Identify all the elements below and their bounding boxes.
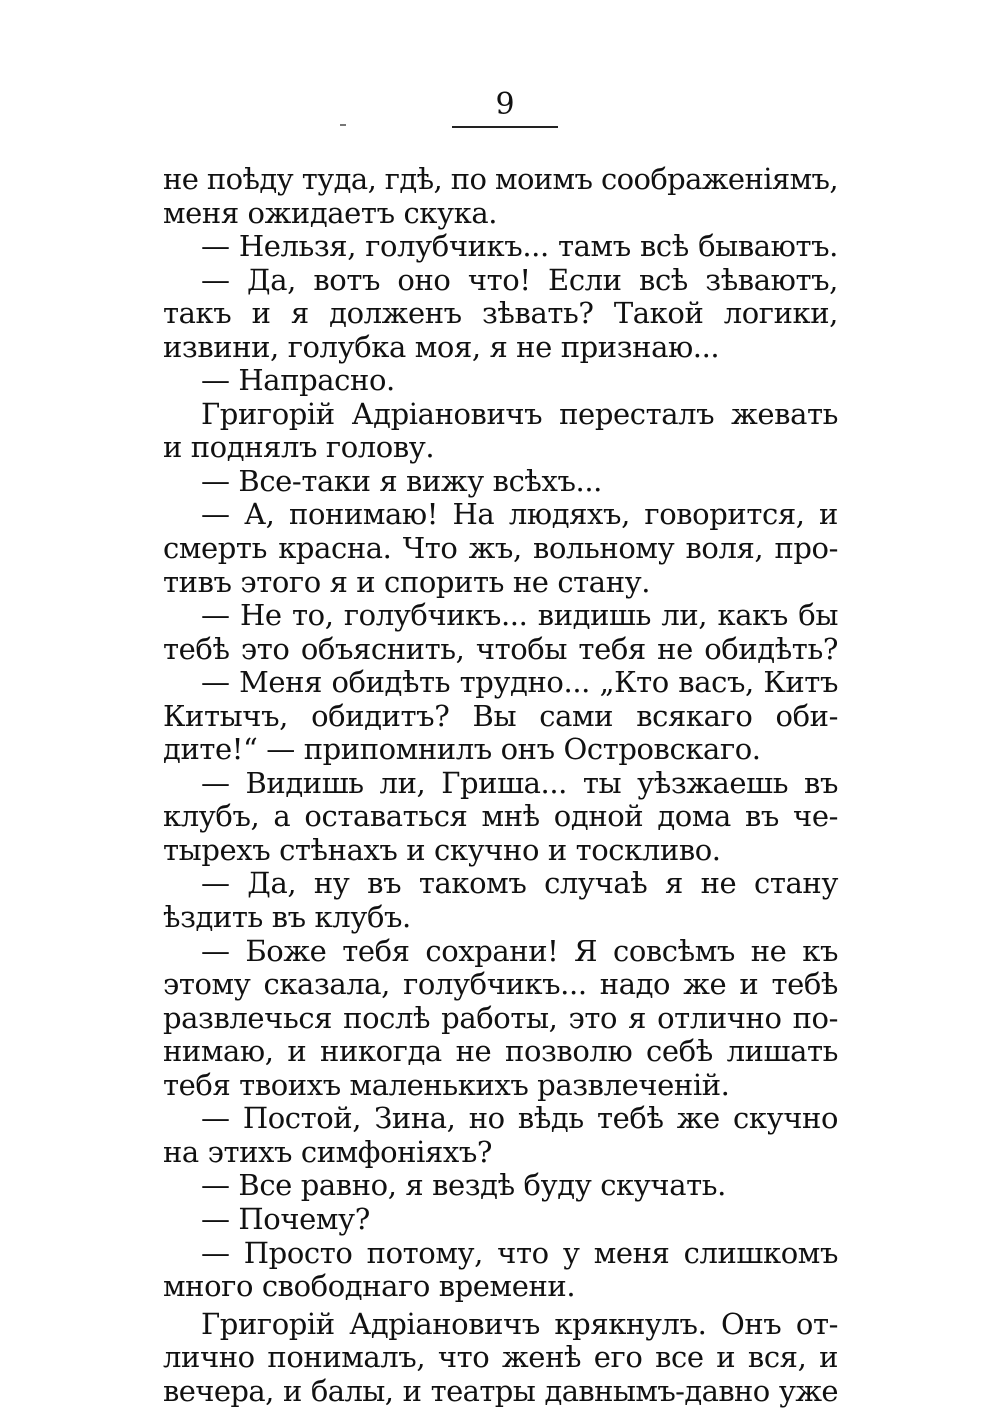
text-line-4: — Да, вотъ оно что! Если всѣ зѣваютъ, [201, 262, 838, 297]
text-line-35: Григорій Адріановичъ крякнулъ. Онъ от- [201, 1306, 838, 1341]
body-text [163, 163, 838, 1408]
text-line-21: тырехъ стѣнахъ и скучно и тоскливо. [163, 832, 721, 867]
text-line-22: — Да, ну въ такомъ случаѣ я не стану [201, 866, 838, 901]
header-rule [452, 126, 558, 128]
text-line-19: — Видишь ли, Гриша... ты уѣзжаешь въ [201, 765, 838, 800]
text-line-1: не поѣду туда, гдѣ, по моимъ соображеніямъ, [163, 162, 839, 196]
text-line-11: — А, понимаю! На людяхъ, говорится, и [201, 497, 838, 532]
text-line-25: этому сказала, голубчикъ... надо же и тебѣ [163, 967, 838, 1002]
text-line-5: такъ и я долженъ зѣвать? Такой логики, [163, 296, 838, 331]
text-line-3: — Нельзя, голубчикъ... тамъ всѣ бываютъ. [201, 229, 838, 264]
text-line-28: тебя твоихъ маленькихъ развлеченій. [163, 1067, 730, 1102]
text-line-34: много свободнаго времени. [163, 1269, 576, 1304]
text-line-24: — Боже тебя сохрани! Я совсѣмъ не къ [201, 933, 838, 968]
text-line-12: смерть красна. Что жъ, вольному воля, про- [163, 531, 838, 566]
text-line-36: лично понималъ, что женѣ его все и вся, и [163, 1340, 838, 1375]
text-line-6: извини, голубка моя, я не признаю... [163, 329, 720, 364]
text-line-17: Китычъ, обидитъ? Вы сами всякаго оби- [163, 698, 838, 733]
text-line-32: — Почему? [201, 1201, 370, 1236]
text-line-20: клубъ, а оставаться мнѣ одной дома въ че- [163, 799, 838, 834]
text-line-13: тивъ этого я и спорить не стану. [163, 564, 651, 599]
text-line-29: — Постой, Зина, но вѣдь тебѣ же скучно [201, 1101, 838, 1136]
text-line-26: развлечься послѣ работы, это я отлично по- [163, 1000, 838, 1035]
text-line-14: — Не то, голубчикъ... видишь ли, какъ бы [201, 598, 838, 633]
text-line-2: меня ожидаетъ скука. [163, 195, 498, 230]
text-line-23: ѣздить въ клубъ. [163, 900, 411, 935]
text-line-27: нимаю, и никогда не позволю себѣ лишать [163, 1034, 838, 1069]
text-line-33: — Просто потому, что у меня слишкомъ [201, 1235, 838, 1270]
text-line-8: Григорій Адріановичъ пересталъ жевать [201, 396, 838, 431]
text-line-7: — Напрасно. [201, 363, 395, 398]
text-line-9: и поднялъ голову. [163, 430, 435, 465]
text-line-18: дите!“ — припомнилъ онъ Островскаго. [163, 732, 761, 767]
text-line-30: на этихъ симфоніяхъ? [163, 1134, 493, 1169]
text-line-37: вечера, и балы, и театры давнымъ-давно уже [163, 1373, 838, 1408]
page-number: 9 [495, 87, 515, 122]
header-dot [340, 124, 346, 126]
text-line-15: тебѣ это объяснить, чтобы тебя не обидѣть? [163, 631, 838, 666]
text-line-16: — Меня обидѣть трудно... „Кто васъ, Китъ [201, 665, 838, 700]
text-line-10: — Все-таки я вижу всѣхъ... [201, 463, 602, 498]
text-line-31: — Все равно, я вездѣ буду скучать. [201, 1168, 726, 1203]
